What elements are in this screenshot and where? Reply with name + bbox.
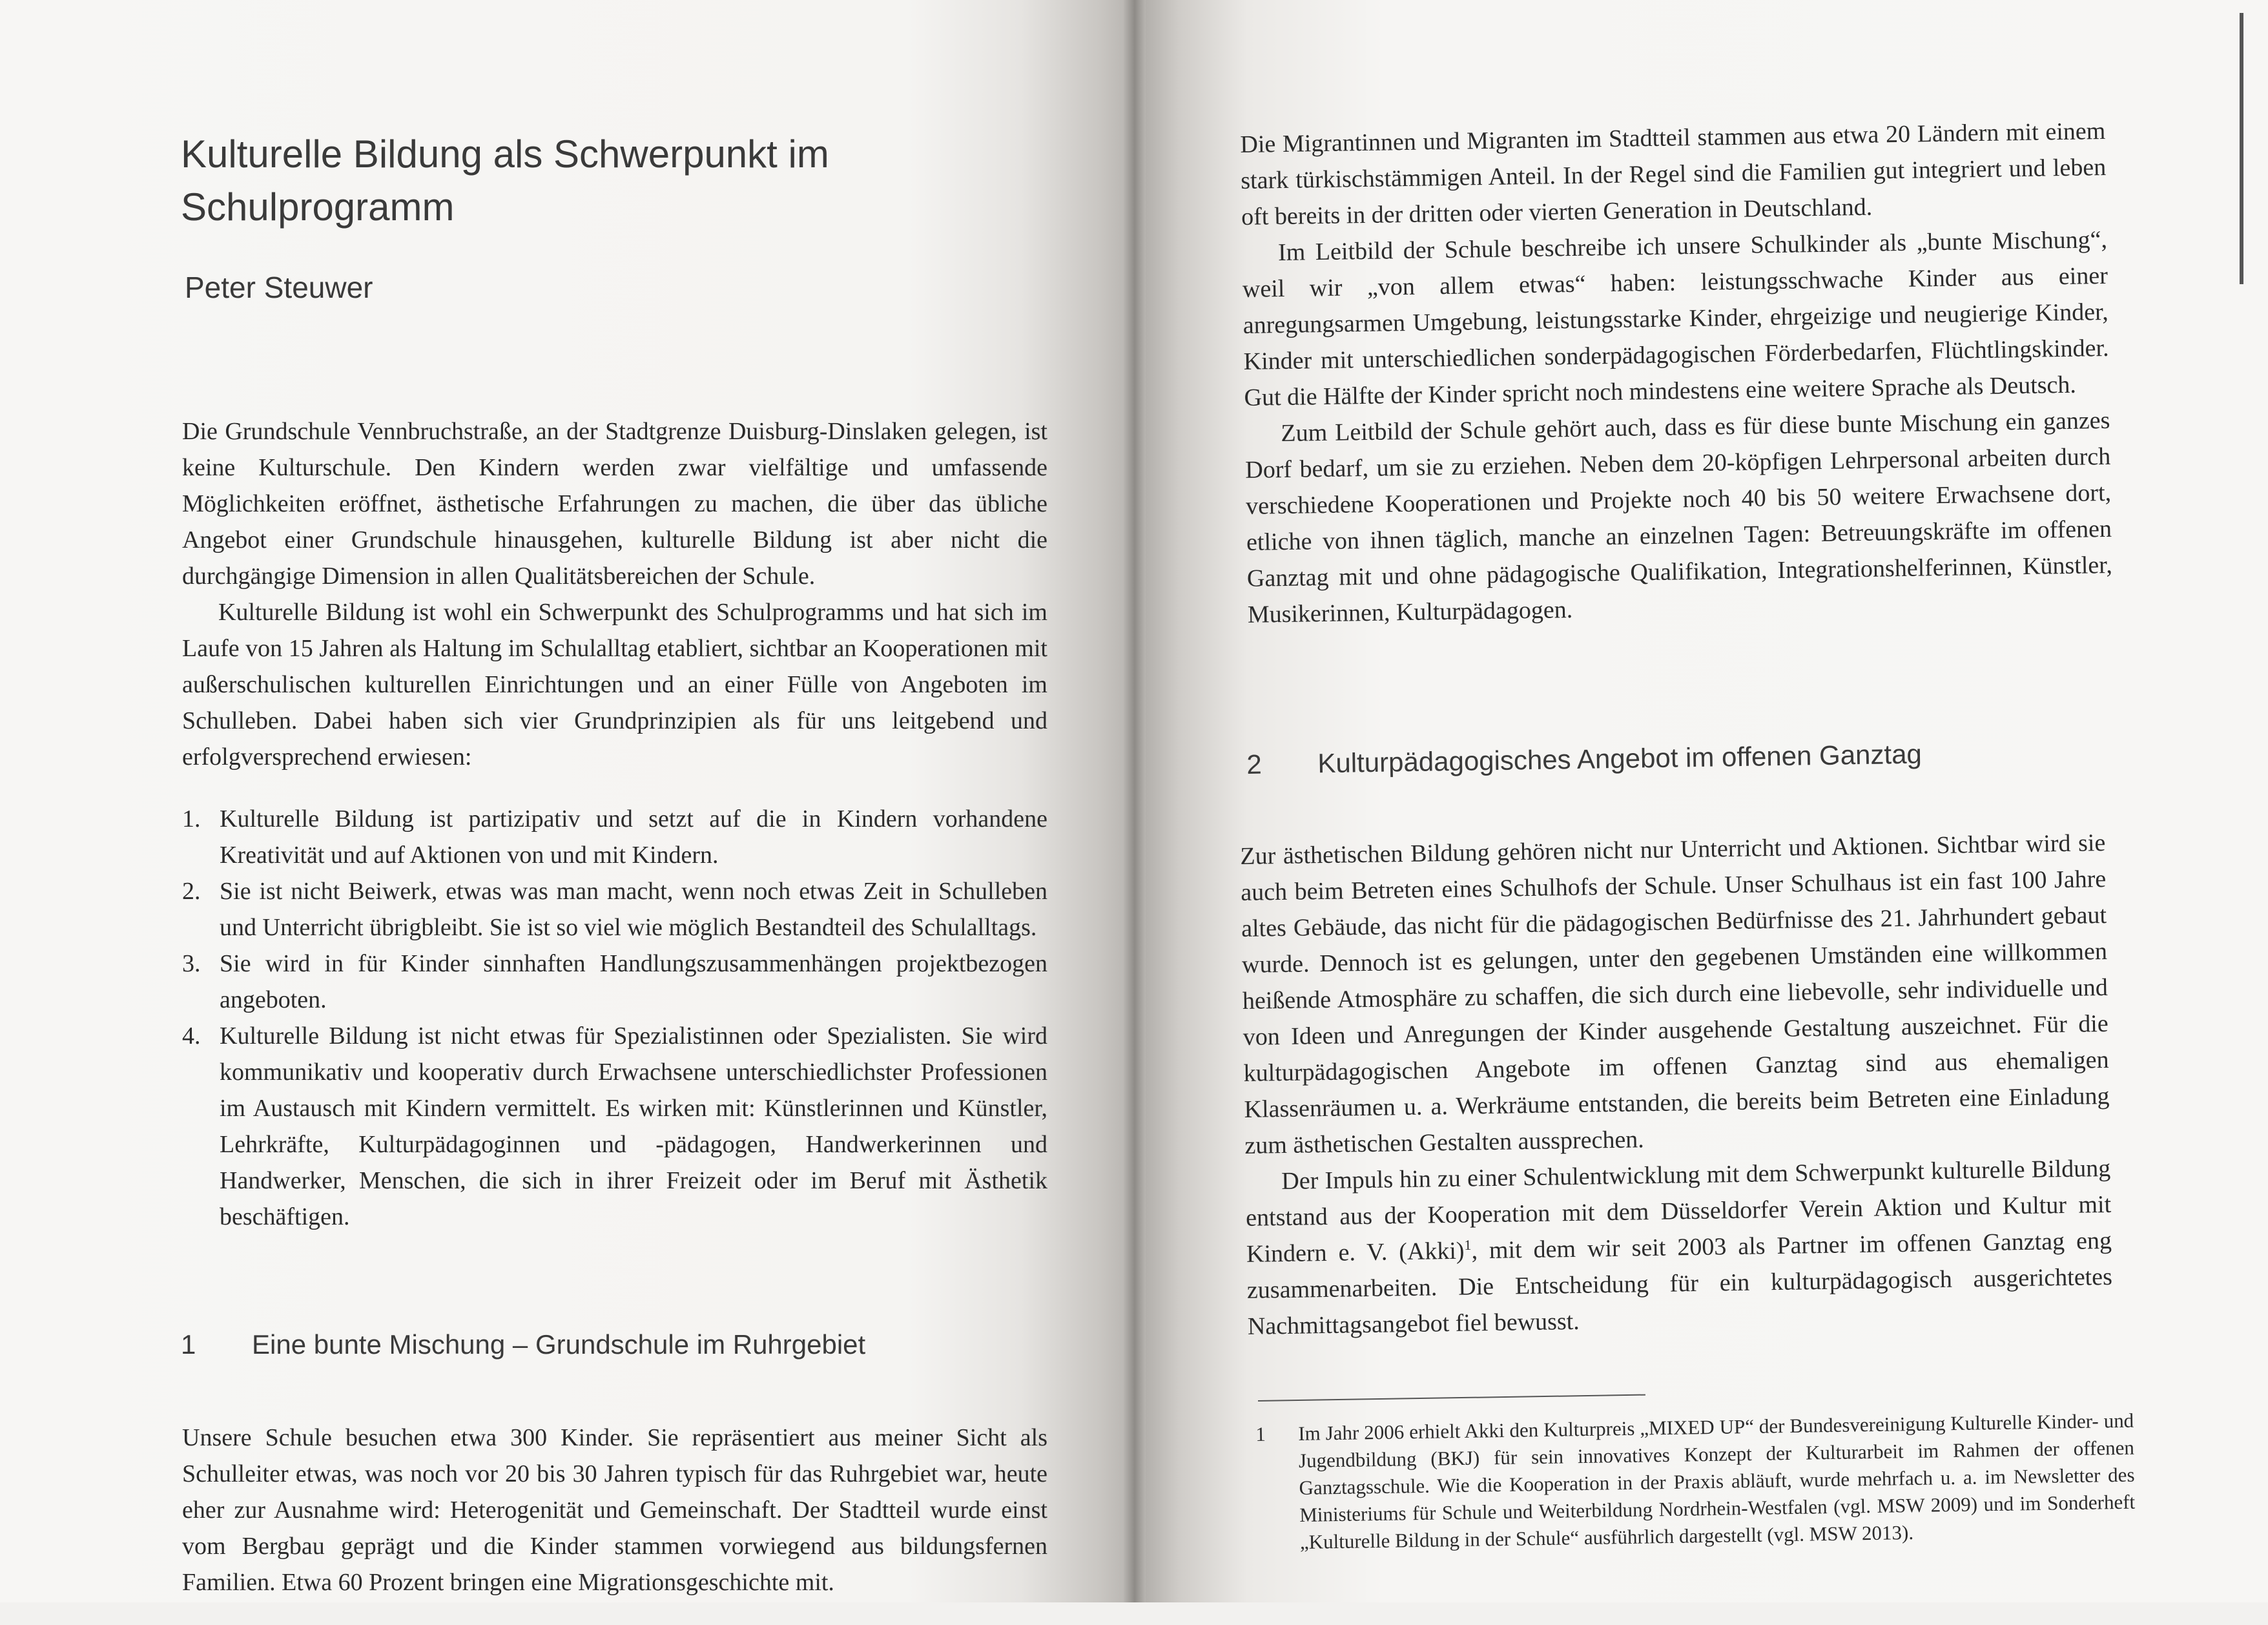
paragraph: Die Migrantinnen und Migranten im Stadtteil stammen aus etwa 20 Ländern mit einem stark türkischstämmigen Anteil. In der Regel sind die Familien gut integriert und leben oft bereits in der dritten oder vierten Generation in Deutschland. bbox=[1240, 117, 2107, 231]
list-item bbox=[182, 1018, 1047, 1235]
footnote bbox=[1255, 1407, 2136, 1557]
section-2-text bbox=[1240, 825, 2113, 1345]
intro-paragraph: Kulturelle Bildung ist wohl ein Schwerpunkt des Schulprogramms und hat sich im Laufe von 15 Jahren als Haltung im Schulalltag etabliert, sichtbar an Kooperationen mit außerschulischen kulturellen Einrichtungen und an einer Fülle von Angeboten im Schulleben. Dabei haben sich vier Grundprinzipien als für uns leitgebend und erfolgversprechend erwiesen: bbox=[182, 599, 1047, 771]
paragraph-part: Der Impuls hin zu einer Schulentwicklung mit dem Schwerpunkt kulturelle Bildung entstand aus der Kooperation mit dem Düsseldorfer Verein Aktion und Kultur mit Kindern e. V. (Akki) bbox=[1245, 1154, 2112, 1268]
list-item-text: Kulturelle Bildung ist partizipativ und setzt auf die in Kindern vorhandene Kreativität und auf Aktionen von und mit Kindern. bbox=[220, 805, 1047, 869]
footnote-reference[interactable]: 1 bbox=[1464, 1236, 1472, 1253]
section-1-text bbox=[182, 1395, 1047, 1625]
book-spine bbox=[1124, 0, 1146, 1602]
list-item-number: 1. bbox=[182, 805, 201, 833]
principles-list bbox=[182, 801, 1047, 1235]
article-author: Peter Steuwer bbox=[185, 271, 373, 304]
right-top-text bbox=[1240, 113, 2113, 633]
paragraph-part: , mit dem wir seit 2003 als Partner im offenen Ganztag eng zusammenarbeiten. Die Entscheidung für ein kulturpädagogisch ausgerichtetes Nachmittagsangebot fiel bewusst. bbox=[1246, 1227, 2113, 1340]
paragraph: Unsere Schule besuchen etwa 300 Kinder. Sie repräsentiert aus meiner Sicht als Schulleiter etwas, was noch vor 20 bis 30 Jahren typisch für das Ruhrgebiet war, heute eher zur Ausnahme wird: Heterogenität und Gemeinschaft. Der Stadtteil wurde einst vom Bergbau geprägt und die Kinder stammen vorwiegend aus bildungsfernen Familien. Etwa 60 Prozent bringen eine Migrationsgeschichte mit. bbox=[182, 1424, 1047, 1596]
list-item-text: Sie ist nicht Beiwerk, etwas was man macht, wenn noch etwas Zeit in Schulleben und Unterricht übrigbleibt. Sie ist so viel wie möglich Bestandteil des Schulalltags. bbox=[220, 878, 1047, 941]
paragraph bbox=[1245, 1150, 2113, 1345]
page-edge-mark bbox=[2240, 13, 2243, 284]
list-item-number: 3. bbox=[182, 950, 201, 977]
article-title: Kulturelle Bildung als Schwerpunkt im Schulprogramm bbox=[181, 132, 829, 229]
section-number: 1 bbox=[181, 1329, 196, 1360]
paragraph: Zur ästhetischen Bildung gehören nicht nur Unterricht und Aktionen. Sichtbar wird sie auch beim Betreten eines Schulhofs der Schule. Unser Schulhaus ist ein fast 100 Jahre altes Gebäude, das nicht für die pädagogischen Bedürfnisse des 21. Jahrhundert gebaut wurde. Dennoch ist es gelungen, unter den gegebenen Umständen eine willkommen heißende Atmosphäre zu schaffen, die sich durch eine liebevolle, sehr individuelle und von Ideen und Anregungen der Kinder ausgehende Gestaltung auszeichnet. Für die kulturpädagogischen Angebote im offenen Ganztag sind aus ehemaligen Klassenräumen u. a. Werkräume entstanden, die bereits beim Betreten eine Einladung zum ästhetischen Gestalten aussprechen. bbox=[1240, 829, 2110, 1159]
list-item-text: Kulturelle Bildung ist nicht etwas für Spezialistinnen oder Spezialisten. Sie wird kommunikativ und kooperativ durch Erwachsene unterschiedlichster Professionen im Austausch mit Kindern vermittelt. Es wirken mit: Künstlerinnen und Künstler, Lehrkräfte, Kulturpädagoginnen und -pädagogen, Handwerkerinnen und Handwerker, Menschen, die sich in ihrer Freizeit oder im Beruf mit Ästhetik beschäftigen. bbox=[220, 1022, 1047, 1230]
paragraph: Im Leitbild der Schule beschreibe ich unsere Schulkinder als „bunte Mischung“, weil wir „von allem etwas“ haben: leistungsschwache Kinder aus einer anregungsarmen Umgebung, leistungsstarke Kinder, ehrgeizige und neugierige Kinder, Kinder mit unterschiedlichen sonderpädagogischen Förderbedarfen, Flüchtlingskinder. Gut die Hälfte der Kinder spricht noch mindestens eine weitere Sprache als Deutsch. bbox=[1242, 225, 2109, 411]
section-title: Eine bunte Mischung – Grundschule im Ruhrgebiet bbox=[252, 1329, 866, 1360]
list-item-number: 2. bbox=[182, 878, 201, 905]
paragraph: Zum Leitbild der Schule gehört auch, dass es für diese bunte Mischung ein ganzes Dorf bedarf, um sie zu erziehen. Neben dem 20-köpfigen Lehrpersonal arbeiten durch verschiedene Kooperationen und Projekte noch 40 bis 50 weitere Erwachsene dort, etliche von ihnen täglich, manche an einzelnen Tagen: Betreuungskräfte im offenen Ganztag mit und ohne pädagogische Qualifikation, Integrationshelferinnen, Künstler, Musikerinnen, Kulturpädagogen. bbox=[1245, 406, 2113, 628]
list-item-number: 4. bbox=[182, 1022, 201, 1050]
intro-paragraph: Die Grundschule Vennbruchstraße, an der Stadtgrenze Duisburg-Dinslaken gelegen, ist keine Kulturschule. Den Kindern werden zwar vielfältige und umfassende Möglichkeiten eröffnet, ästhetische Erfahrungen zu machen, die über das übliche Angebot einer Grundschule hinausgehen, kulturelle Bildung ist aber nicht die durchgängige Dimension in allen Qualitätsbereichen der Schule. bbox=[182, 418, 1047, 590]
section-number: 2 bbox=[1246, 749, 1263, 780]
section-title: Kulturpädagogisches Angebot im offenen Ganztag bbox=[1317, 738, 1923, 779]
list-item bbox=[182, 873, 1047, 946]
list-item-text: Sie wird in für Kinder sinnhaften Handlungszusammenhängen projektbezogen angeboten. bbox=[220, 950, 1047, 1013]
intro-text bbox=[182, 413, 1047, 775]
list-item bbox=[182, 801, 1047, 873]
footnote-text: Im Jahr 2006 erhielt Akki den Kulturpreis „MIXED UP“ der Bundesvereinigung Kulturelle Kinder- und Jugendbildung (BKJ) für sein innovatives Konzept der Kulturarbeit im Rahmen der offenen Ganztagsschule. Wie die Kooperation in der Praxis abläuft, wurde mehrfach u. a. im Newsletter des Ministeriums für Schule und Weiterbildung Nordrhein-Westfalen (vgl. MSW 2009) und im Sonderheft „Kulturelle Bildung in der Schule“ ausführlich dargestellt (vgl. MSW 2013). bbox=[1298, 1409, 2136, 1553]
list-item bbox=[182, 946, 1047, 1018]
section-heading-1 bbox=[181, 1329, 865, 1360]
footnote-number: 1 bbox=[1255, 1422, 1266, 1445]
